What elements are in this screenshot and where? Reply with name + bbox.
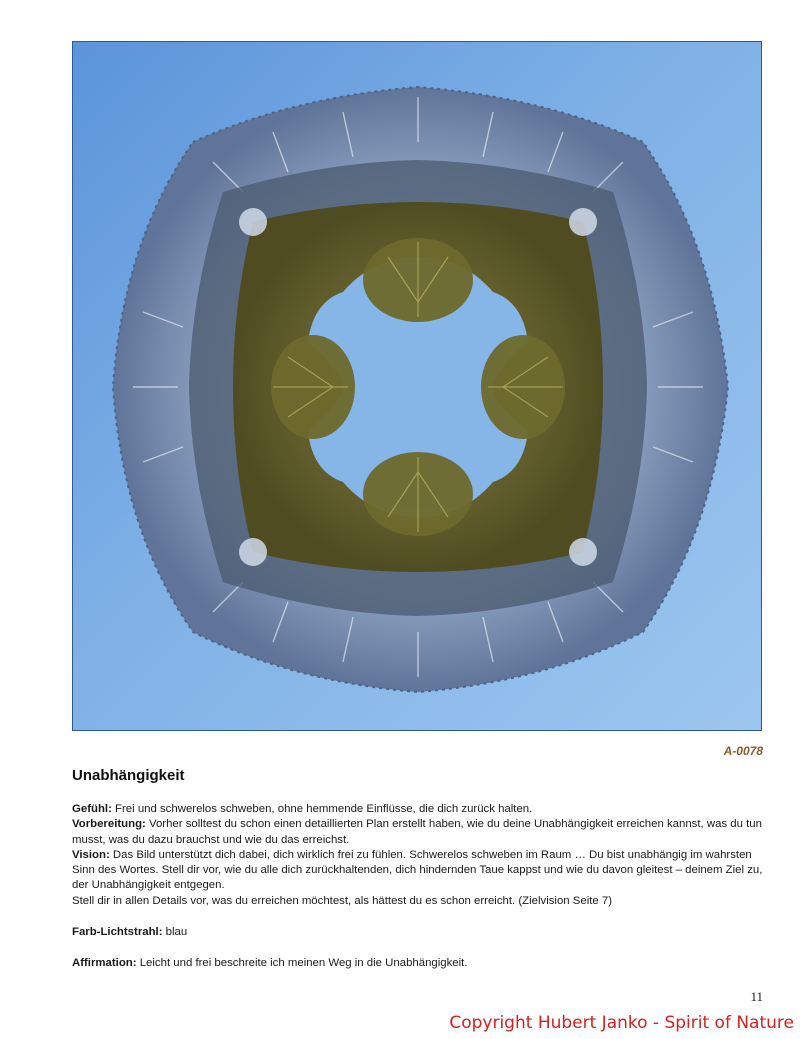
farb-paragraph [72, 925, 766, 940]
description-text [72, 802, 766, 972]
page-title: Unabhängigkeit [72, 767, 185, 784]
farb-text: blau [162, 926, 188, 939]
vision-paragraph [72, 848, 766, 894]
zielvision-paragraph: Stell dir in allen Details vor, was du erreichen möchtest, als hättest du es schon erreicht. (Zielvision Seite 7) [72, 894, 613, 907]
mandala-photo [72, 41, 762, 731]
affirmation-text: Leicht und frei beschreite ich meinen Weg in die Unabhängigkeit. [136, 957, 468, 970]
vorbereitung-text: Vorher solltest du schon einen detaillierten Plan erstellt haben, wie du deine Unabhängigkeit erreichen kannst, was du tun musst, was du dazu brauchst und wie du das erreichst. [72, 818, 762, 846]
farb-label: Farb-Lichtstrahl: [72, 926, 163, 939]
mandala-image [73, 42, 762, 731]
card-code: A-0078 [723, 744, 763, 758]
vorbereitung-paragraph [72, 817, 766, 848]
page-number: 11 [750, 989, 763, 1004]
copyright-notice: Copyright Hubert Janko - Spirit of Nature [449, 1013, 794, 1033]
vorbereitung-label: Vorbereitung: [72, 818, 146, 831]
vision-label: Vision: [72, 848, 110, 861]
gefuehl-text: Frei und schwerelos schweben, ohne hemmende Einflüsse, die dich zurück halten. [111, 803, 533, 815]
gefuehl-label: Gefühl: [72, 803, 112, 815]
affirmation-label: Affirmation: [72, 957, 137, 970]
gefuehl-paragraph [72, 802, 766, 817]
affirmation-paragraph [72, 956, 766, 971]
vision-text: Das Bild unterstützt dich dabei, dich wirklich frei zu fühlen. Schwerelos schweben im Raum … Du bist unabhängig im wahrsten Sinn des Wortes. Stell dir vor, wie du alle dich zurückhaltenden, dich hindernden Taue kappst und wie du davon gleitest – deinem Ziel zu, der Unabhängigkeit entgegen. [72, 848, 763, 892]
